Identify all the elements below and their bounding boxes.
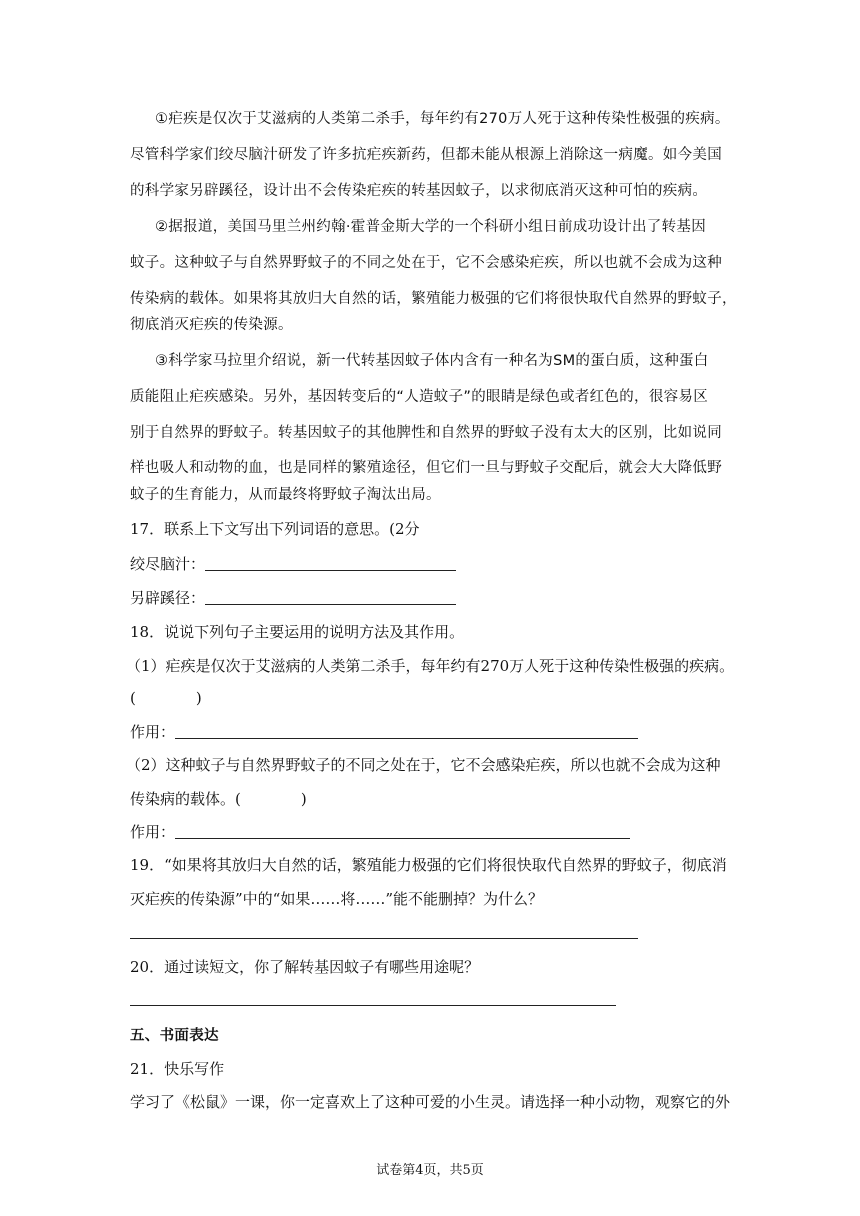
q20-answer-line[interactable] (130, 1005, 616, 1006)
passage-p2-line1: ②据报道，美国马里兰州约翰·霍普金斯大学的一个科研小组日前成功设计出了转基因 (155, 219, 707, 235)
q18-sentence2-line1: （2）这种蚊子与自然界野蚊子的不同之处在于，它不会感染疟疾，所以也就不会成为这种 (126, 756, 721, 774)
q18-method1-parentheses[interactable]: ( ) (130, 689, 202, 707)
q21-title: 21．快乐写作 (130, 1060, 225, 1078)
passage-p1-line2: 尽管科学家们绞尽脑汁研发了许多抗疟疾新药，但都未能从根源上消除这一病魔。如今美国 (130, 147, 722, 163)
passage-p1-line1: ①疟疾是仅次于艾滋病的人类第二杀手，每年约有270万人死于这种传染性极强的疾病。 (155, 111, 730, 127)
q19-stem-line2: 灭疟疾的传染源”中的“如果……将……”能不能删掉？为什么？ (130, 890, 544, 908)
passage-p3-line1: ③科学家马拉里介绍说，新一代转基因蚊子体内含有一种名为SM的蛋白质，这种蛋白 (155, 353, 709, 369)
passage-p3-line2: 质能阻止疟疾感染。另外，基因转变后的“人造蚊子”的眼睛是绿色或者红色的，很容易区 (130, 389, 709, 405)
passage-p3-line3: 别于自然界的野蚊子。转基因蚊子的其他脾性和自然界的野蚊子没有太大的区别，比如说同 (130, 425, 722, 441)
q18-use1-answer-line[interactable] (175, 738, 638, 739)
q18-stem: 18．说说下列句子主要运用的说明方法及其作用。 (130, 623, 465, 641)
q17-word1-answer-line[interactable] (205, 570, 456, 571)
passage-p2-line4: 彻底消灭疟疾的传染源。 (130, 317, 293, 333)
passage-p3-line4: 样也吸人和动物的血，也是同样的繁殖途径，但它们一旦与野蚊子交配后，就会大大降低野 (130, 460, 722, 476)
q21-prompt: 学习了《松鼠》一课，你一定喜欢上了这种可爱的小生灵。请选择一种小动物，观察它的外 (130, 1093, 731, 1111)
q18-sentence2-line2: 传染病的载体。( ) (130, 790, 307, 808)
q18-use1-label: 作用： (130, 723, 176, 741)
q17-word2-answer-line[interactable] (205, 604, 456, 605)
q17-word2-label: 另辟蹊径： (130, 589, 206, 607)
q18-use2-answer-line[interactable] (175, 838, 630, 839)
q18-sentence1: （1）疟疾是仅次于艾滋病的人类第二杀手，每年约有270万人死于这种传染性极强的疾病。 (126, 657, 735, 675)
q18-use2-label: 作用： (130, 823, 176, 841)
q17-word1-label: 绞尽脑汁： (130, 555, 206, 573)
q19-stem-line1: 19．“如果将其放归大自然的话，繁殖能力极强的它们将很快取代自然界的野蚊子，彻底消 (130, 856, 727, 874)
section5-title: 五、书面表达 (130, 1028, 219, 1044)
q17-stem: 17．联系上下文写出下列词语的意思。(2分 (130, 520, 420, 538)
q19-answer-line[interactable] (130, 938, 638, 939)
passage-p2-line3: 传染病的载体。如果将其放归大自然的话，繁殖能力极强的它们将很快取代自然界的野蚊子， (130, 291, 737, 307)
page-footer: 试卷第4页，共5页 (376, 1163, 484, 1178)
passage-p3-line5: 蚊子的生育能力，从而最终将野蚊子淘汰出局。 (130, 487, 441, 503)
q20-stem: 20．通过读短文，你了解转基因蚊子有哪些用途呢？ (130, 958, 480, 976)
passage-p1-line3: 的科学家另辟蹊径，设计出不会传染疟疾的转基因蚊子，以求彻底消灭这种可怕的疾病。 (130, 183, 708, 199)
passage-p2-line2: 蚊子。这种蚊子与自然界野蚊子的不同之处在于，它不会感染疟疾，所以也就不会成为这种 (130, 255, 722, 271)
